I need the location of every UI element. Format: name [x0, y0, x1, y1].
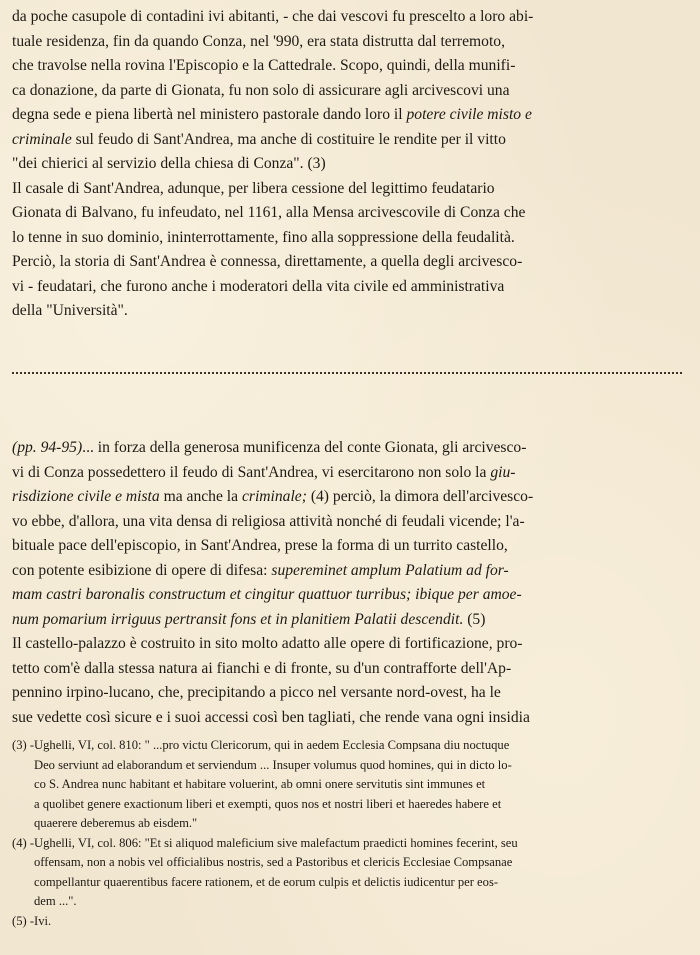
text-run: vi di Conza possedettero il feudo di Sant'Andrea, vi esercitarono non solo la: [12, 463, 491, 481]
text-line: [12, 103, 684, 128]
text-line: Il casale di Sant'Andrea, adunque, per libera cessione del legittimo feudatario: [12, 179, 495, 197]
text-line: [12, 559, 684, 584]
footnote-5: [12, 912, 684, 932]
footnote-number: (3) -: [12, 738, 35, 752]
text-line: tuale residenza, fin da quando Conza, nel '990, era stata distrutta dal terremoto,: [12, 32, 505, 50]
text-line: [12, 128, 684, 153]
footnotes: [12, 736, 684, 931]
text-line: tetto com'è dalla stessa natura ai fianchi e di fronte, su d'un contrafforte dell'Ap-: [12, 659, 512, 677]
footnote-line: a quolibet genere exactionum liberi et exempti, quos nos et nostri liberi et haeredes habere et: [34, 796, 502, 811]
text-line: [12, 485, 684, 510]
text-line: Il castello-palazzo è costruito in sito molto adatto alle opere di fortificazione, pro-: [12, 635, 523, 652]
footnote-line: [12, 736, 684, 756]
text-line: lo tenne in suo dominio, ininterrottamente, fino alla soppressione della feudalità.: [12, 228, 515, 246]
italic-run: giu-: [490, 463, 516, 481]
italic-run: num pomarium irriguus pertransit fons et in planitiem Palatii descendit.: [12, 610, 464, 628]
text-line: Gionata di Balvano, fu infeudato, nel 1161, alla Mensa arcivescovile di Conza che: [12, 204, 526, 221]
text-line: sue vedette così sicure e i suoi accessi così ben tagliati, che rende vana ogni insidia: [12, 708, 530, 726]
footnote-ref: (3): [307, 155, 326, 172]
text-line: pennino irpino-lucano, che, precipitando a picco nel versante nord-ovest, ha le: [12, 684, 501, 701]
footnote-number: (5) -: [12, 913, 35, 928]
italic-run: supereminet amplum Palatium ad for-: [271, 561, 509, 579]
text-line: da poche casupole di contadini ivi abitanti, - che dai vescovi fu prescelto a loro abi-: [12, 8, 534, 25]
dotted-separator: [12, 372, 682, 374]
text-line: [12, 152, 684, 177]
footnote-line: co S. Andrea nunc habitant et habitare voluerint, ab omni onere servitutis sint immunes et: [34, 777, 486, 791]
footnote-text: Ughelli, VI, col. 810: " ...pro victu Clericorum, qui in aedem Ecclesia Compsana diu noctuque: [34, 738, 510, 752]
text-line: [12, 608, 684, 633]
text-run: degna sede e piena libertà nel ministero pastorale dando loro il: [12, 106, 407, 123]
footnote-line: quaerere deberemus ab eisdem.": [34, 816, 198, 830]
italic-run: risdizione civile e mista: [12, 488, 160, 505]
footnote-line: dem ...".: [34, 894, 77, 908]
italic-run: criminale;: [241, 488, 307, 505]
text-line: vo ebbe, d'allora, una vita densa di religiosa attività nonché di feudali vicende; l'a-: [12, 512, 525, 530]
text-run: (4) perciò, la dimora dell'arcivesco-: [306, 488, 534, 505]
middle-text-block: [12, 436, 684, 730]
text-run: ma anche la: [159, 488, 242, 505]
text-line: [12, 436, 684, 461]
text-line: bituale pace dell'episcopio, in Sant'Andrea, prese la forma di un turrito castello,: [12, 537, 508, 554]
footnote-4: [12, 834, 684, 912]
footnote-line: compellantur quaerentibus facere rationem, et de eorum culpis et delictis iudicentur per eos-: [34, 874, 499, 889]
italic-run: potere civile misto e: [406, 106, 532, 123]
text-run: "dei chierici al servizio della chiesa di Conza".: [12, 155, 308, 172]
footnote-line: [12, 834, 684, 854]
text-line: della "Università".: [12, 302, 128, 319]
top-text-block: [12, 5, 684, 324]
text-line: vi - feudatari, che furono anche i moderatori della vita civile ed amministrativa: [12, 277, 505, 295]
italic-run: criminale: [12, 130, 72, 148]
footnote-text: Ivi.: [34, 913, 52, 928]
text-line: che travolse nella rovina l'Episcopio e la Cattedrale. Scopo, quindi, della munifi-: [12, 57, 516, 74]
footnote-line: Deo serviunt ad elaborandum et serviendum ... Insuper volumus quod homines, qui in dicto lo-: [34, 757, 512, 772]
footnote-line: offensam, non a nobis vel officialibus nostris, sed a Pastoribus et clericis Ecclesiae Compsanae: [34, 855, 513, 869]
footnote-text: Ughelli, VI, col. 806: "Et si aliquod maleficium sive malefactum praedicti homines fecerint, seu: [34, 835, 518, 850]
footnote-ref: (5): [463, 610, 486, 628]
text-line: mam castri baronalis constructum et cingitur quattuor turribus; ibique per amoe-: [12, 586, 522, 603]
text-run: sul feudo di Sant'Andrea, ma anche di costituire le rendite per il vitto: [71, 130, 506, 148]
footnote-number: (4) -: [12, 835, 35, 850]
text-line: Perciò, la storia di Sant'Andrea è connessa, direttamente, a quella degli arcivesco-: [12, 253, 523, 270]
footnote-3: [12, 736, 684, 834]
footnote-line: [12, 912, 684, 932]
page-ref: (pp. 94-95): [12, 439, 83, 456]
text-run: ... in forza della generosa munificenza del conte Gionata, gli arcivesco-: [82, 439, 527, 456]
text-run: con potente esibizione di opere di difesa:: [12, 561, 272, 579]
text-line: ca donazione, da parte di Gionata, fu non solo di assicurare agli arcivescovi una: [12, 81, 510, 99]
text-line: [12, 461, 684, 486]
